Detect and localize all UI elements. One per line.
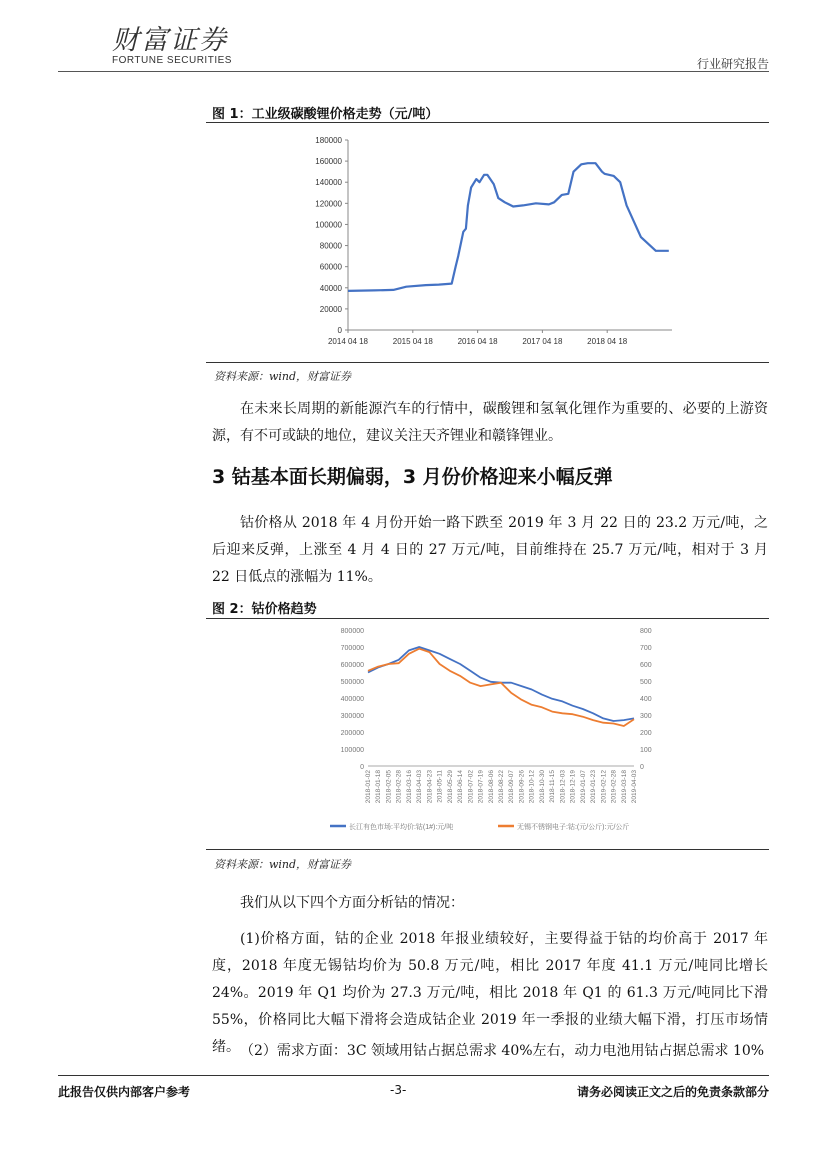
series-line-changjiang-cobalt	[368, 647, 634, 721]
page-number: -3-	[390, 1083, 407, 1097]
figure-1-title: 图 1：工业级碳酸锂价格走势（元/吨）	[212, 107, 439, 122]
x-tick-label: 2018-08-06	[487, 770, 495, 804]
y-tick-label: 0	[337, 326, 342, 335]
x-tick-label: 2018-09-26	[518, 770, 526, 804]
y-left-tick-label: 100000	[340, 747, 364, 754]
figure-1-top-rule	[206, 122, 769, 123]
x-tick-label: 2018-01-02	[365, 770, 372, 804]
y-right-tick-label: 200	[640, 730, 652, 737]
x-tick-label: 2018-01-18	[375, 770, 383, 804]
y-left-tick-label: 800000	[340, 628, 364, 635]
y-left-tick-label: 700000	[340, 645, 364, 652]
y-left-tick-label: 600000	[340, 662, 364, 669]
series-line-lithium-carbonate	[348, 163, 669, 291]
paragraph-four-aspects: 我们从以下四个方面分析钴的情况：	[240, 895, 464, 911]
y-left-tick-label: 200000	[340, 730, 364, 737]
x-tick-label: 2019-01-23	[590, 770, 598, 804]
x-tick-label: 2018-05-29	[446, 770, 454, 804]
x-tick-label: 2017 04 18	[522, 337, 563, 346]
y-tick-label: 180000	[315, 136, 342, 145]
x-tick-label: 2018-10-30	[538, 770, 546, 804]
y-tick-label: 60000	[319, 262, 342, 272]
footer-divider	[58, 1075, 769, 1076]
x-tick-label: 2018-02-28	[395, 770, 403, 804]
x-tick-label: 2019-04-03	[631, 770, 638, 804]
y-left-tick-label: 500000	[340, 679, 364, 686]
x-tick-label: 2018-11-15	[549, 770, 557, 803]
header-divider	[58, 71, 769, 72]
y-right-tick-label: 700	[640, 645, 652, 652]
y-left-tick-label: 400000	[340, 696, 364, 703]
x-tick-label: 2019-02-12	[600, 770, 608, 804]
x-tick-label: 2018-10-12	[528, 770, 536, 804]
x-tick-label: 2019-01-07	[579, 770, 587, 804]
figure-2-top-rule	[206, 618, 769, 619]
x-tick-label: 2018-12-03	[559, 770, 567, 804]
y-tick-label: 120000	[315, 199, 342, 209]
x-tick-label: 2018-12-19	[569, 770, 577, 804]
x-tick-label: 2018-07-02	[467, 770, 475, 804]
report-type: 行业研究报告	[696, 57, 769, 71]
x-tick-label: 2016 04 18	[457, 337, 498, 346]
y-tick-label: 20000	[319, 304, 342, 314]
y-tick-label: 80000	[319, 241, 342, 251]
paragraph-price-aspect: (1)价格方面，钴的企业 2018 年报业绩较好，主要得益于钴的均价高于 2017 年度，2018 年度无锡钴均价为 50.8 万元/吨，相比 2017 年度 41.1 万元/吨同比增长 24%。2019 年 Q1 均价为 27.3 万元/吨，相比 2018 年 Q1 的 61.3 万元/吨同比下滑 55%，价格同比大幅下滑将会造成钴企业 2019 年一季报的业绩大幅下滑，打压市场情绪。	[212, 931, 768, 1055]
company-logo: 财富证券	[112, 25, 228, 56]
y-tick-label: 160000	[315, 157, 342, 167]
figure-2-source: 资料来源：wind，财富证券	[214, 858, 352, 871]
x-tick-label: 2018-04-03	[416, 770, 424, 804]
y-left-tick-label: 300000	[340, 713, 364, 720]
footer-disclaimer: 请务必阅读正文之后的免责条款部分	[576, 1085, 769, 1099]
figure-1-source: 资料来源：wind，财富证券	[214, 370, 352, 383]
x-tick-label: 2018-09-07	[508, 770, 516, 804]
paragraph-lithium: 在未来长周期的新能源汽车的行情中，碳酸锂和氢氧化锂作为重要的、必要的上游资源，有不可或缺的地位，建议关注天齐锂业和赣锋锂业。	[212, 401, 768, 444]
company-logo-english: FORTUNE SECURITIES	[112, 55, 232, 66]
paragraph-demand-aspect: （2）需求方面：3C 领域用钴占据总需求 40%左右，动力电池用钴占据总需求 10%	[240, 1043, 765, 1059]
figure-2-chart	[318, 622, 668, 840]
x-tick-label: 2018-03-16	[405, 770, 413, 804]
x-tick-label: 2018-05-11	[436, 770, 444, 803]
legend-label-wuxi: 无锡不锈钢电子:钴:(元/公斤):元/公斤	[517, 824, 630, 831]
legend-label-changjiang: 长江有色市场:平均价:钴(1#):元/吨	[349, 824, 454, 831]
x-tick-label: 2018-08-22	[498, 770, 505, 804]
x-tick-label: 2018-02-05	[385, 770, 393, 804]
x-tick-label: 2015 04 18	[392, 337, 433, 346]
x-tick-label: 2018 04 18	[587, 337, 628, 346]
y-right-tick-label: 600	[640, 662, 652, 669]
section-3-heading: 3 钴基本面长期偏弱，3 月份价格迎来小幅反弹	[212, 466, 613, 488]
y-right-tick-label: 0	[640, 764, 644, 771]
footer-left-note: 此报告仅供内部客户参考	[58, 1085, 191, 1099]
x-tick-label: 2018-06-14	[457, 770, 465, 804]
figure-2-title: 图 2：钴价格趋势	[212, 602, 317, 617]
y-right-tick-label: 100	[640, 747, 652, 754]
y-tick-label: 40000	[319, 283, 342, 293]
x-tick-label: 2018-04-23	[426, 770, 434, 804]
y-right-tick-label: 800	[640, 628, 652, 635]
y-left-tick-label: 0	[360, 764, 364, 771]
x-tick-label: 2014 04 18	[327, 337, 369, 346]
figure-2-bottom-rule	[206, 849, 769, 850]
figure-1-chart	[290, 128, 690, 356]
y-tick-label: 140000	[315, 178, 342, 188]
paragraph-cobalt-price: 钴价格从 2018 年 4 月份开始一路下跌至 2019 年 3 月 22 日的 23.2 万元/吨，之后迎来反弹，上涨至 4 月 4 日的 27 万元/吨，目前维持在 25.7 万元/吨，相对于 3 月 22 日低点的涨幅为 11%。	[212, 515, 768, 585]
figure-1-bottom-rule	[206, 362, 769, 363]
y-right-tick-label: 500	[640, 679, 652, 686]
y-right-tick-label: 400	[640, 696, 652, 703]
x-tick-label: 2019-03-18	[620, 770, 628, 804]
y-tick-label: 100000	[315, 220, 342, 230]
y-right-tick-label: 300	[640, 713, 652, 720]
x-tick-label: 2018-07-19	[477, 770, 485, 804]
x-tick-label: 2019-02-28	[610, 770, 618, 804]
